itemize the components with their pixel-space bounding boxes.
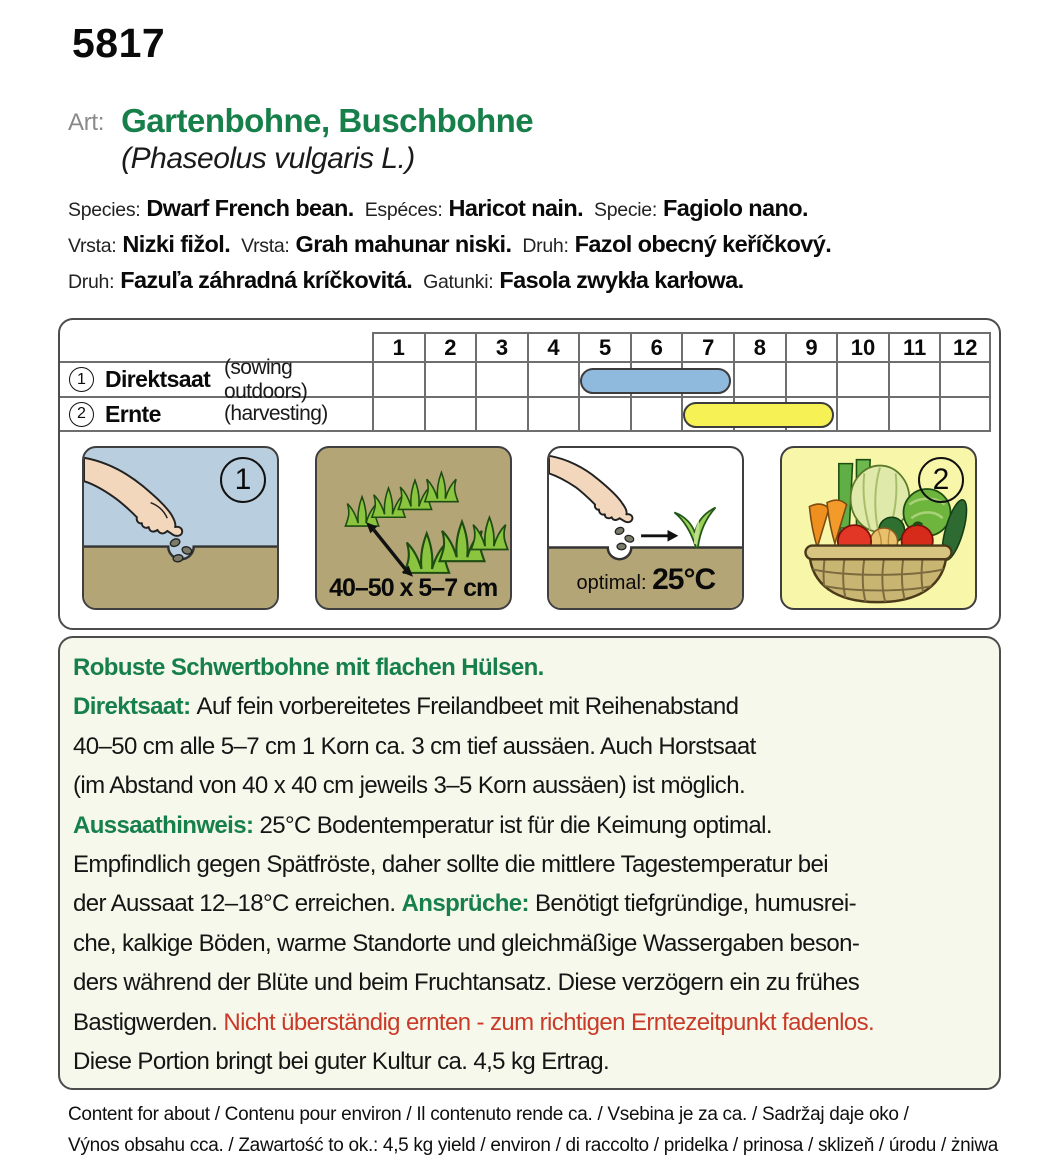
calendar-month-header: 6	[630, 332, 682, 363]
content-note	[68, 1099, 998, 1161]
calendar-month-header: 10	[836, 332, 888, 363]
description-segment: Direktsaat:	[73, 693, 197, 721]
spacing-caption: 40–50 x 5–7 cm	[329, 574, 498, 602]
description-segment: der Aussaat 12–18°C erreichen.	[73, 890, 402, 918]
calendar-month-header: 2	[424, 332, 476, 363]
content-note-line: Výnos obsahu cca. / Zawartość to ok.: 4,5 kg yield / environ / di raccolto / pridelka / prinosa / sklizeň / úrodu / żniwa	[68, 1135, 999, 1156]
calendar-month-header: 9	[785, 332, 837, 363]
step-1-badge: 1	[220, 457, 266, 503]
content-note-line: Content for about / Contenu pour environ / Il contenuto rende ca. / Vsebina je za ca. / Sadržaj daje oko /	[68, 1104, 909, 1125]
calendar-cell	[527, 363, 579, 398]
species-label: Druh:	[68, 271, 115, 293]
sowing-calendar	[60, 332, 991, 432]
pictogram-harvest	[780, 446, 977, 610]
species-label: Gatunki:	[423, 271, 494, 293]
species-value: Fazuľa záhradná kríčkovitá.	[120, 267, 413, 293]
species-value: Grah mahunar niski.	[295, 231, 512, 257]
calendar-cell	[630, 398, 682, 432]
calendar-cell	[888, 363, 940, 398]
description-line	[73, 806, 986, 845]
description-line	[73, 1003, 986, 1042]
calendar-cell	[372, 398, 424, 432]
calendar-row-note: (sowing outdoors)	[224, 355, 308, 403]
calendar-cell	[424, 363, 476, 398]
species-value: Haricot nain.	[448, 195, 584, 221]
calendar-row-note: (harvesting)	[224, 402, 328, 425]
calendar-month-header: 1	[372, 332, 424, 363]
optimal-label: optimal:	[576, 572, 647, 594]
description-segment: Robuste Schwertbohne mit flachen Hülsen.	[73, 654, 544, 681]
calendar-cell	[939, 398, 991, 432]
calendar-row-label	[60, 398, 372, 432]
calendar-period-bar	[683, 402, 834, 428]
species-list	[68, 192, 842, 300]
description-line	[73, 963, 986, 1002]
species-value: Nizki fižol.	[122, 231, 231, 257]
description-segment: 25°C Bodentemperatur ist für die Keimung optimal.	[259, 811, 772, 839]
calendar-row-label	[60, 355, 372, 403]
calendar-month-header: 7	[681, 332, 733, 363]
calendar-month-header: 11	[888, 332, 940, 363]
description-segment: che, kalkige Böden, warme Standorte und gleichmäßige Wassergaben beson-	[73, 929, 860, 957]
description-segment: Diese Portion bringt bei guter Kultur ca. 4,5 kg Ertrag.	[73, 1048, 610, 1076]
species-label: Vrsta:	[68, 235, 117, 257]
calendar-cell	[475, 363, 527, 398]
calendar-row-name: Ernte	[105, 400, 161, 427]
species-line	[68, 264, 842, 300]
pictogram-spacing	[315, 446, 512, 610]
calendar-cell	[733, 363, 785, 398]
species-label: Espéces:	[364, 199, 443, 221]
description-segment: Benötigt tiefgründige, humusrei-	[534, 890, 856, 918]
description-segment: Bastigwerden.	[73, 1008, 224, 1036]
calendar-cell	[939, 363, 991, 398]
description-line	[73, 727, 986, 766]
calendar-cell	[785, 363, 837, 398]
pictogram-row	[82, 446, 977, 610]
description-line	[73, 1042, 986, 1081]
description-line	[73, 648, 986, 687]
species-value: Fagiolo nano.	[662, 195, 808, 221]
description-segment: ders während der Blüte und beim Fruchtansatz. Diese verzögern ein zu frühes	[73, 969, 860, 997]
species-label: Specie:	[594, 199, 657, 221]
species-label: Species:	[68, 199, 141, 221]
species-value: Fasola zwykła karłowa.	[499, 267, 744, 293]
species-line	[68, 192, 842, 228]
calendar-cell	[888, 398, 940, 432]
description-box	[58, 636, 1001, 1090]
description-segment: Empfindlich gegen Spätfröste, daher sollte die mittlere Tagestemperatur bei	[73, 851, 829, 879]
description-line	[73, 687, 986, 726]
step-number-badge: 1	[69, 367, 94, 392]
calendar-cell	[836, 398, 888, 432]
art-names	[121, 102, 533, 177]
calendar-cell	[836, 363, 888, 398]
latin-name: (Phaseolus vulgaris L.)	[121, 142, 415, 175]
description-segment: Aussaathinweis:	[73, 811, 260, 839]
calendar-month-header: 4	[527, 332, 579, 363]
calendar-month-header: 3	[475, 332, 527, 363]
species-label: Vrsta:	[241, 235, 290, 257]
pictogram-sowing	[82, 446, 279, 610]
description-line	[73, 884, 986, 923]
calendar-cell	[578, 398, 630, 432]
calendar-month-header: 5	[578, 332, 630, 363]
temperature-caption	[549, 563, 742, 597]
product-number: 5817	[72, 20, 166, 66]
species-label: Druh:	[522, 235, 569, 257]
calendar-row-name: Direktsaat	[105, 366, 211, 392]
species-line	[68, 228, 842, 264]
calendar-cell	[475, 398, 527, 432]
description-line	[73, 845, 986, 884]
description-segment: Auf fein vorbereitetes Freilandbeet mit Reihenabstand	[196, 693, 739, 721]
calendar-period-bar	[580, 368, 731, 394]
optimal-value: 25°C	[652, 563, 716, 596]
description-segment: (im Abstand von 40 x 40 cm jeweils 3–5 Korn aussäen) ist möglich.	[73, 772, 746, 800]
art-row	[68, 102, 533, 177]
step-2-badge: 2	[918, 457, 964, 503]
species-value: Fazol obecný keříčkový.	[574, 231, 832, 257]
pictogram-temperature	[547, 446, 744, 610]
calendar-cell	[527, 398, 579, 432]
description-line	[73, 924, 986, 963]
art-label: Art:	[68, 109, 105, 136]
page-title: Gartenbohne, Buschbohne	[121, 102, 534, 139]
calendar-cell	[372, 363, 424, 398]
calendar-cell	[424, 398, 476, 432]
description-segment: Ansprüche:	[401, 890, 535, 918]
calendar-month-header: 8	[733, 332, 785, 363]
calendar-and-pictograms-box	[58, 318, 1001, 630]
description-segment: Nicht überständig ernten - zum richtigen Erntezeitpunkt fadenlos.	[223, 1008, 875, 1036]
calendar-month-header: 12	[939, 332, 991, 363]
description-segment: 40–50 cm alle 5–7 cm 1 Korn ca. 3 cm tief aussäen. Auch Horstsaat	[73, 732, 756, 760]
species-value: Dwarf French bean.	[146, 195, 354, 221]
description-line	[73, 766, 986, 805]
step-number-badge: 2	[69, 402, 94, 427]
